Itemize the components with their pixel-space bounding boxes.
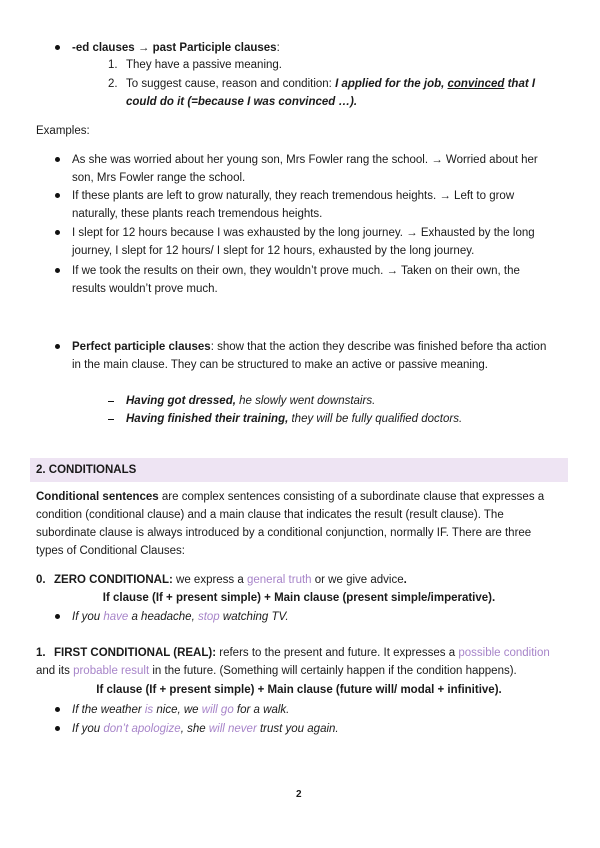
perfect-example-2-rest: they will be fully qualified doctors. [288,413,463,425]
bullet-icon [55,45,60,50]
bullet-icon [55,614,60,619]
intro-line-1 [36,490,564,504]
ed-item-2-cont: could do it (=because I was convinced …). [126,96,358,108]
ed-heading-colon: : [276,42,280,54]
first-ex2-hl1: don’t apologize [103,723,181,735]
example-3-line-1: I slept for 12 hours because I was exhausted by the long journey. → Exhausted by the long [72,227,535,239]
first-ex1-b: nice, we [153,704,202,716]
example-1-line-1: As she was worried about her young son, Mrs Fowler rang the school. → Worried about her [72,154,538,166]
first-ex1-hl2: will go [201,704,234,716]
perfect-example-2 [126,412,462,426]
zero-heading: ZERO CONDITIONAL: [54,574,173,586]
perfect-heading: Perfect participle clauses [72,341,211,353]
zero-text-b: or we give advice [311,574,404,586]
first-ex1-c: for a walk. [233,704,290,716]
intro-line-4: types of Conditional Clauses: [36,545,185,557]
numbered-item-num: 1. [108,59,118,71]
zero-conditional-line [54,573,407,587]
first-text-a: refers to the present and future. It expresses a [216,647,459,659]
zero-ex-c: watching TV. [219,611,289,623]
first-l2-b: in the future. (Something will certainly happen if the condition happens). [149,665,517,677]
ed-item-2-a: To suggest cause, reason and condition: [126,78,336,90]
first-ex2-hl2: will never [208,723,257,735]
intro-line-1-rest: are complex sentences consisting of a subordinate clause that expresses a [158,491,545,503]
perfect-example-1-rest: he slowly went downstairs. [235,395,376,407]
perfect-example-1 [126,394,375,408]
first-example-1 [72,703,289,717]
perfect-line-2: in the main clause. They can be structured to make an active or passive meaning. [72,359,488,371]
example-3-line-2: journey, I slept for 12 hours/ I slept for 12 hours, exhausted by the long journey. [72,245,475,257]
first-highlight-2: probable result [73,665,150,677]
first-ex1-a: If the weather [72,704,145,716]
zero-example [72,610,289,624]
first-conditional-line-2 [36,664,517,678]
section-title: 2. CONDITIONALS [36,464,137,476]
first-formula: If clause (If + present simple) + Main clause (future will/ modal + infinitive). [96,684,502,696]
example-4-line-1: If we took the results on their own, they wouldn’t prove much. → Taken on their own, the [72,265,520,277]
bullet-icon [55,344,60,349]
ed-heading-a: -ed clauses [72,42,135,54]
zero-ex-a: If you [72,611,104,623]
perfect-example-1-bold: Having got dressed, [126,395,236,407]
zero-ex-b: a headache, [128,611,198,623]
example-2-line-2: naturally, these plants reach tremendous heights. [72,208,323,220]
zero-formula: If clause (If + present simple) + Main clause (present simple/imperative). [102,592,496,604]
page-number: 2 [296,789,302,800]
first-example-2 [72,722,339,736]
bullet-icon [55,157,60,162]
ed-item-2 [126,77,535,91]
zero-text-a: we express a [172,574,247,586]
perfect-line-1 [72,340,546,354]
arrow-icon: → [137,42,150,54]
first-ex2-c: trust you again. [256,723,339,735]
zero-dot: . [403,574,407,586]
numbered-item-num: 2. [108,78,118,90]
first-conditional-line-1 [54,646,550,660]
ed-clauses-heading [72,41,280,55]
bullet-icon [55,230,60,235]
example-1-line-2: son, Mrs Fowler range the school. [72,172,246,184]
example-2-line-1: If these plants are left to grow naturally, they reach tremendous heights. → Left to grow [72,190,515,202]
intro-line-3: subordinate clause is always introduced by a conditional conjunction, normally IF. There are three [36,527,532,539]
ed-item-1: They have a passive meaning. [126,59,282,71]
zero-ex-hl2: stop [197,611,220,623]
first-highlight-1: possible condition [458,647,550,659]
ed-heading-b: past Participle clauses [152,42,277,54]
bullet-icon [55,193,60,198]
ed-item-2-c: convinced [447,78,505,90]
bullet-icon [55,726,60,731]
intro-line-2: condition (conditional clause) and a main clause that indicates the result (result clause). The [36,509,504,521]
zero-highlight: general truth [246,574,312,586]
zero-number: 0. [36,574,46,586]
bullet-icon [55,707,60,712]
first-heading: FIRST CONDITIONAL (REAL): [54,647,217,659]
first-number: 1. [36,647,46,659]
dash-icon [108,419,114,420]
examples-label: Examples: [36,125,90,137]
intro-bold: Conditional sentences [36,491,159,503]
first-ex2-a: If you [72,723,104,735]
perfect-example-2-bold: Having finished their training, [126,413,289,425]
first-l2-a: and its [36,665,74,677]
zero-ex-hl1: have [103,611,129,623]
first-ex2-b: , she [180,723,209,735]
perfect-line-1-rest: : show that the action they describe was finished before tha action [210,341,547,353]
first-ex1-hl1: is [144,704,154,716]
ed-item-2-d: that I [504,78,536,90]
bullet-icon [55,268,60,273]
example-4-line-2: results wouldn’t prove much. [72,283,218,295]
dash-icon [108,401,114,402]
ed-item-2-b: I applied for the job, [335,78,448,90]
